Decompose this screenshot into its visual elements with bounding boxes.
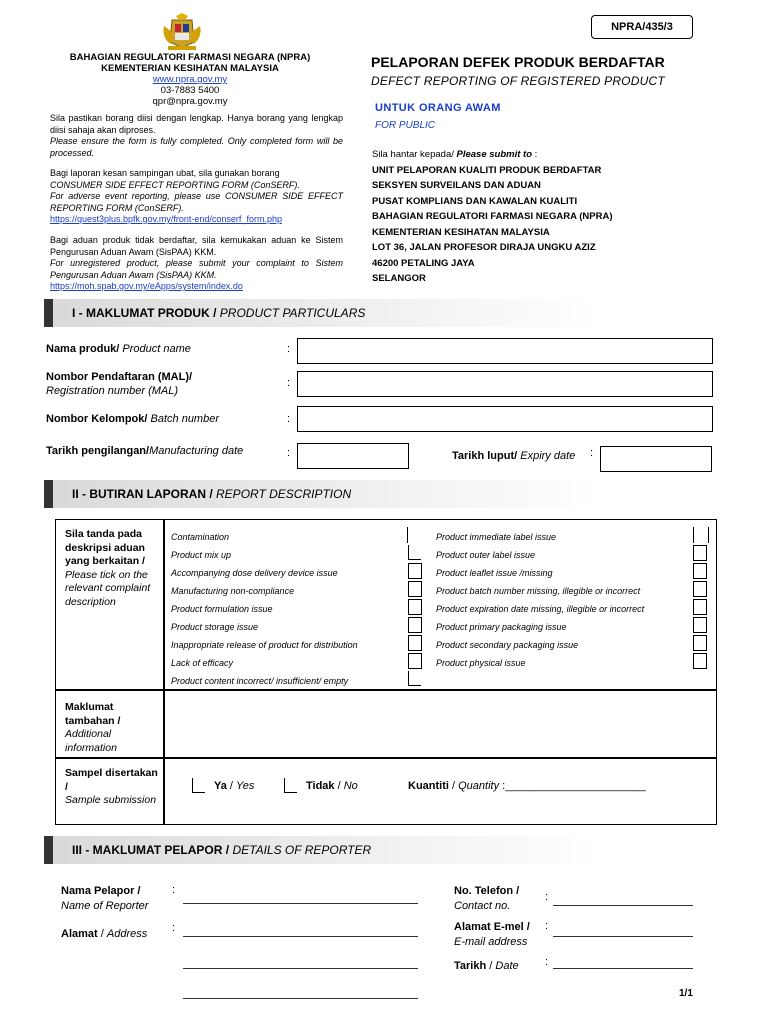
instruction-3-english: For unregistered product, please submit your complaint to Sistem Pengurusan Aduan Awam (SisPAA) KKM. [50, 258, 343, 280]
option-checkbox[interactable] [693, 545, 707, 561]
address-line: BAHAGIAN REGULATORI FARMASI NEGARA (NPRA) [372, 211, 613, 222]
malaysia-coat-of-arms-icon [160, 12, 204, 52]
form-number: NPRA/435/3 [591, 15, 693, 39]
option-label: Product immediate label issue [436, 532, 557, 542]
date-label: Tarikh / Date [454, 960, 519, 972]
audience-english: FOR PUBLIC [375, 120, 436, 131]
option-label: Product mix up [171, 550, 232, 560]
expiry-date-label: Tarikh luput/ Expiry date [452, 450, 576, 462]
registration-number-label: Nombor Pendaftaran (MAL)/ Registration number (MAL) [46, 371, 193, 397]
colon: : [172, 922, 176, 934]
option-checkbox[interactable] [408, 635, 422, 651]
ministry-name: KEMENTERIAN KESIHATAN MALAYSIA [101, 63, 279, 74]
option-checkbox[interactable] [693, 563, 707, 579]
instruction-2-malay-form: CONSUMER SIDE EFFECT REPORTING FORM (ConSERF). [50, 179, 300, 190]
reporter-name-input[interactable] [183, 891, 418, 904]
address-line: UNIT PELAPORAN KUALITI PRODUK BERDAFTAR [372, 164, 602, 176]
option-checkbox[interactable] [407, 527, 408, 543]
additional-info-malay: Maklumat tambahan / [65, 701, 121, 727]
sample-yes-checkbox[interactable] [192, 778, 205, 793]
colon: : [590, 447, 594, 459]
address-line: SELANGOR [372, 273, 426, 284]
additional-info-english: Additional information [65, 728, 117, 754]
sample-no-checkbox[interactable] [284, 778, 297, 793]
section-2-title-malay: II - BUTIRAN LAPORAN / [72, 487, 213, 501]
tick-instruction-cell [55, 519, 165, 691]
email-input[interactable] [553, 924, 693, 937]
batch-number-input[interactable] [297, 406, 713, 432]
address-line: 46200 PETALING JAYA [372, 257, 475, 269]
address-input-line[interactable] [183, 956, 418, 969]
option-checkbox[interactable] [693, 653, 707, 669]
section-1-title-malay: I - MAKLUMAT PRODUK / [72, 306, 217, 320]
instruction-paragraph-2 [50, 168, 343, 226]
sample-no-label: Tidak / No [306, 780, 358, 792]
option-checkbox[interactable] [408, 599, 422, 615]
submit-label-malay: Sila hantar kepada/ [372, 149, 454, 160]
option-checkbox[interactable] [408, 653, 422, 669]
option-label: Product secondary packaging issue [436, 640, 579, 650]
additional-info-label-cell [55, 689, 165, 759]
option-label: Lack of efficacy [171, 658, 234, 668]
submit-label-english: Please submit to [456, 149, 533, 160]
sample-yes-label: Ya / Yes [214, 780, 255, 792]
options-right-list [436, 528, 644, 672]
option-label: Product batch number missing, illegible or incorrect [436, 586, 641, 596]
colon: : [545, 920, 549, 932]
option-checkbox[interactable] [408, 671, 421, 686]
title-malay: PELAPORAN DEFEK PRODUK BERDAFTAR [371, 54, 665, 70]
option-checkbox[interactable] [408, 581, 422, 597]
instruction-2-malay: Bagi laporan kesan sampingan ubat, sila gunakan borang [50, 168, 280, 178]
option-label: Product leaflet issue /missing [436, 568, 553, 578]
colon: : [172, 884, 176, 896]
option-label: Contamination [171, 532, 230, 542]
conserf-link[interactable]: https://quest3plus.bpfk.gov.my/front-end/conserf_form.php [50, 214, 282, 224]
quantity-input[interactable]: :_______________________ [502, 780, 646, 792]
option-label: Product storage issue [171, 622, 259, 632]
colon: : [287, 447, 291, 459]
instruction-2-english: For adverse event reporting, please use CONSUMER SIDE EFFECT REPORTING FORM (ConSERF). [50, 191, 343, 213]
option-checkbox[interactable] [693, 527, 709, 543]
product-name-input[interactable] [297, 338, 713, 364]
sample-label-cell [55, 757, 165, 825]
section-1-header [44, 299, 734, 327]
option-label: Product primary packaging issue [436, 622, 567, 632]
additional-info-input[interactable] [163, 689, 717, 759]
option-checkbox[interactable] [408, 545, 421, 560]
tick-instruction-malay: Sila tanda pada deskripsi aduan yang berkaitan / [65, 528, 145, 567]
address-line: PUSAT KOMPLIANS DAN KAWALAN KUALITI [372, 195, 578, 207]
instruction-paragraph-1 [50, 113, 343, 159]
section-3-header [44, 836, 734, 864]
address-line: SEKSYEN SURVEILANS DAN ADUAN [372, 180, 541, 191]
section-2-header [44, 480, 734, 508]
address-input-line[interactable] [183, 986, 418, 999]
page-number: 1/1 [679, 988, 693, 999]
instruction-paragraph-3 [50, 235, 343, 293]
phone-input[interactable] [553, 893, 693, 906]
colon: : [287, 377, 291, 389]
option-label: Inappropriate release of product for distribution [171, 640, 358, 650]
sample-english: Sample submission [65, 794, 157, 806]
option-checkbox[interactable] [408, 617, 422, 633]
colon: : [545, 891, 549, 903]
agency-email: qpr@npra.gov.my [152, 96, 228, 107]
option-label: Product content incorrect/ insufficient/ empty [171, 676, 349, 686]
audience-malay: UNTUK ORANG AWAM [375, 102, 501, 114]
expiry-date-input[interactable] [600, 446, 712, 472]
product-name-label: Nama produk/ Product name [46, 343, 191, 355]
sispaa-link[interactable]: https://moh.spab.gov.my/eApps/system/index.do [50, 281, 243, 291]
option-checkbox[interactable] [408, 563, 422, 579]
manufacturing-date-label: Tarikh pengilangan/Manufacturing date [46, 445, 244, 457]
address-line: KEMENTERIAN KESIHATAN MALAYSIA [372, 226, 550, 238]
instruction-1-english: Please ensure the form is fully completed. Only completed form will be processed. [50, 136, 343, 158]
option-label: Product outer label issue [436, 550, 536, 560]
date-input[interactable] [553, 956, 693, 969]
tick-instruction-english: Please tick on the relevant complaint description [65, 568, 151, 608]
option-label: Product expiration date missing, illegible or incorrect [436, 604, 645, 614]
instruction-3-malay: Bagi aduan produk tidak berdaftar, sila kemukakan aduan ke Sistem Pengurusan Aduan Awam (SisPAA) KKM. [50, 235, 343, 257]
batch-number-label: Nombor Kelompok/ Batch number [46, 413, 219, 425]
address-line: LOT 36, JALAN PROFESOR DIRAJA UNGKU AZIZ [372, 242, 596, 253]
address-input-line[interactable] [183, 924, 418, 937]
agency-block [40, 52, 340, 107]
registration-number-input[interactable] [297, 371, 713, 397]
colon: : [287, 343, 291, 355]
option-label: Product physical issue [436, 658, 526, 668]
title-english: DEFECT REPORTING OF REGISTERED PRODUCT [371, 74, 665, 88]
agency-website-link[interactable]: www.npra.gov.my [152, 74, 228, 85]
submit-to-block: Sila hantar kepada/ Please submit to : UNIT PELAPORAN KUALITI PRODUK BERDAFTAR SEKSYEN SURVEILANS DAN ADUAN PUSAT KOMPLIANS DAN KAWALAN KUALITI BAHAGIAN REGULATORI FARMASI NEGARA (NPRA) KEMENTERIAN KESIHATAN MALAYSIA LOT 36, JALAN PROFESOR DIRAJA UNGKU AZIZ 46200 PETALING JAYA SELANGOR [372, 147, 613, 287]
quantity-label: Kuantiti / Quantity :_______________________ [408, 780, 646, 792]
colon: : [287, 413, 291, 425]
section-1-title-english: PRODUCT PARTICULARS [219, 306, 366, 320]
option-label: Manufacturing non-compliance [171, 586, 295, 596]
options-left-list [171, 528, 358, 690]
option-checkbox[interactable] [693, 635, 707, 651]
agency-name: BAHAGIAN REGULATORI FARMASI NEGARA (NPRA) [69, 52, 311, 63]
section-2-title-english: REPORT DESCRIPTION [216, 487, 352, 501]
option-checkbox[interactable] [693, 581, 707, 597]
option-label: Product formulation issue [171, 604, 273, 614]
section-3-title-english: DETAILS OF REPORTER [232, 843, 372, 857]
email-label: Alamat E-mel / E-mail address [454, 921, 530, 948]
reporter-name-label: Nama Pelapor / Name of Reporter [61, 885, 149, 912]
option-checkbox[interactable] [693, 617, 707, 633]
sample-malay: Sampel disertakan / [65, 767, 158, 793]
phone-label: No. Telefon / Contact no. [454, 885, 520, 912]
address-label: Alamat / Address [61, 928, 148, 940]
colon: : [545, 956, 549, 968]
manufacturing-date-input[interactable] [297, 443, 409, 469]
agency-phone: 03-7883 5400 [160, 85, 220, 96]
section-3-title-malay: III - MAKLUMAT PELAPOR / [72, 843, 230, 857]
instruction-1-malay: Sila pastikan borang diisi dengan lengkap. Hanya borang yang lengkap diisi sahaja akan diproses. [50, 113, 343, 135]
option-checkbox[interactable] [693, 599, 707, 615]
option-label: Accompanying dose delivery device issue [171, 568, 338, 578]
